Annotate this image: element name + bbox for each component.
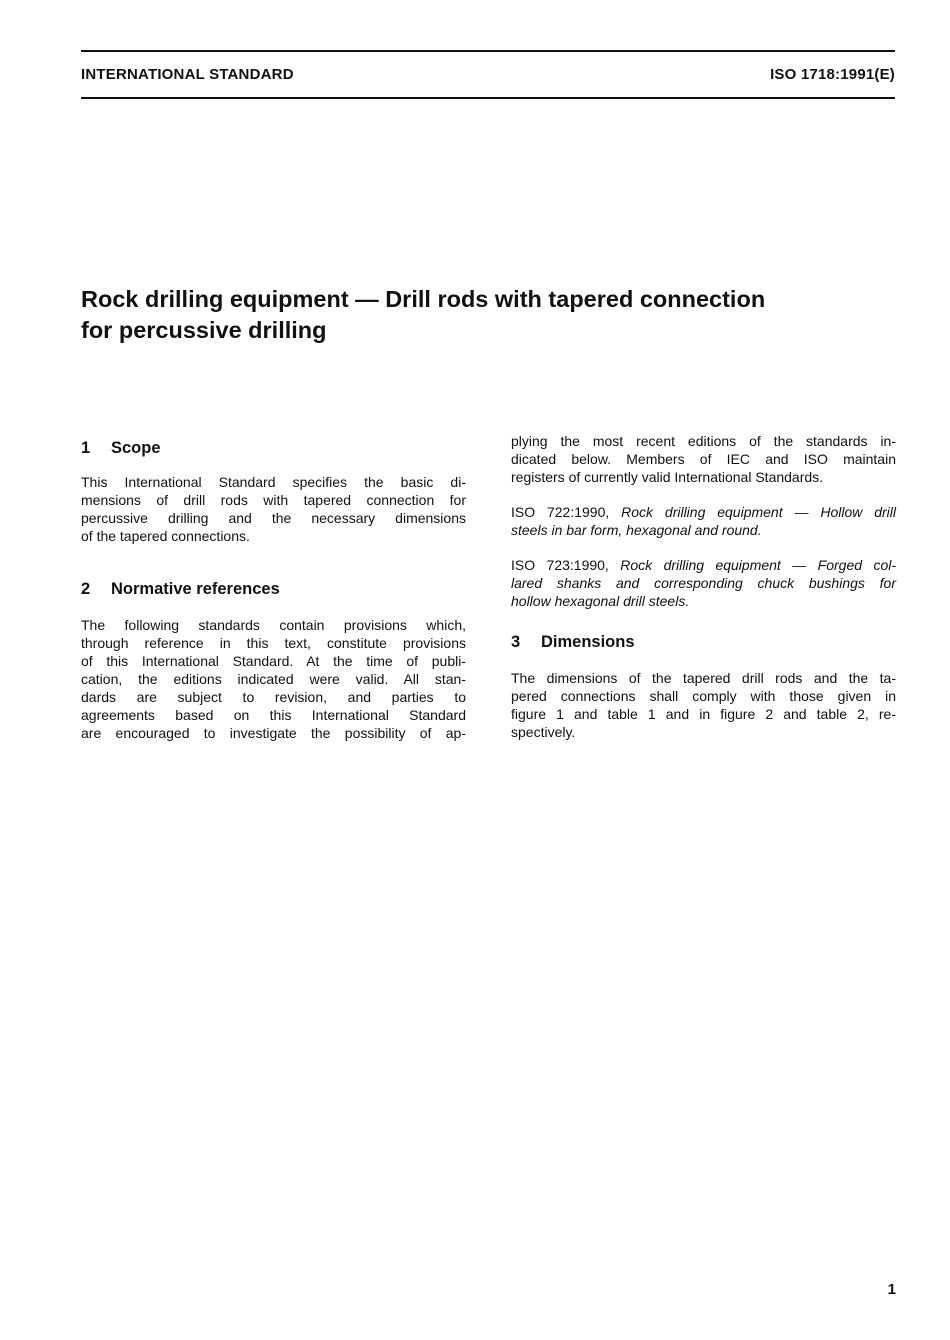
reference-title: steels in bar form, hexagonal and round.	[511, 522, 762, 538]
section-1-number: 1	[81, 439, 91, 457]
scope-line: percussive drilling and the necessary dimensions	[81, 510, 466, 526]
header-document-code: ISO 1718:1991(E)	[770, 66, 895, 83]
section-3-number: 3	[511, 633, 521, 651]
title-line-2: for percussive drilling	[81, 317, 327, 343]
reference-code: ISO 723:1990,	[511, 557, 609, 573]
scope-line: mensions of drill rods with tapered connection for	[81, 492, 466, 508]
normative-continued-line: dicated below. Members of IEC and ISO maintain	[511, 451, 896, 467]
scope-paragraph	[81, 473, 466, 545]
reference-code: ISO 722:1990,	[511, 504, 610, 520]
section-1-title: Scope	[111, 439, 161, 457]
header-document-type: INTERNATIONAL STANDARD	[81, 66, 294, 83]
normative-line: through reference in this text, constitute provisions	[81, 635, 466, 651]
reference-iso-723	[511, 556, 896, 610]
dimensions-line: pered connections shall comply with those given in	[511, 688, 896, 704]
dimensions-line: figure 1 and table 1 and in figure 2 and table 2, re-	[511, 706, 896, 722]
normative-paragraph-continued	[511, 432, 896, 486]
normative-line: of this International Standard. At the time of publi-	[81, 653, 466, 669]
normative-continued-line: registers of currently valid International Standards.	[511, 469, 824, 485]
title-line-1: Rock drilling equipment — Drill rods with tapered connection	[81, 286, 766, 312]
dimensions-paragraph	[511, 669, 896, 741]
section-2-title: Normative references	[111, 580, 280, 598]
header-top-rule	[81, 50, 895, 52]
reference-title: Rock drilling equipment — Forged col-	[620, 557, 896, 573]
normative-line: agreements based on this International Standard	[81, 707, 466, 723]
normative-line: are encouraged to investigate the possibility of ap-	[81, 725, 466, 741]
normative-line: dards are subject to revision, and parties to	[81, 689, 466, 705]
section-2-number: 2	[81, 580, 91, 598]
normative-line: The following standards contain provisions which,	[81, 617, 466, 633]
section-1-heading	[81, 438, 466, 458]
left-column	[81, 432, 466, 742]
normative-line: cation, the editions indicated were valid. All stan-	[81, 671, 466, 687]
reference-title: hollow hexagonal drill steels.	[511, 593, 690, 609]
dimensions-line: The dimensions of the tapered drill rods and the ta-	[511, 670, 896, 686]
section-2-heading	[81, 579, 466, 599]
normative-continued-line: plying the most recent editions of the standards in-	[511, 433, 896, 449]
scope-line: This International Standard specifies the basic di-	[81, 474, 466, 490]
page-number: 1	[887, 1281, 896, 1298]
reference-title: Rock drilling equipment — Hollow drill	[621, 504, 896, 520]
document-title	[81, 284, 881, 346]
reference-iso-722	[511, 503, 896, 539]
section-3-heading	[511, 632, 896, 652]
right-column	[511, 432, 896, 741]
section-3-title: Dimensions	[541, 633, 635, 651]
header-bottom-rule	[81, 97, 895, 99]
normative-paragraph	[81, 616, 466, 742]
scope-line: of the tapered connections.	[81, 528, 250, 544]
reference-title: lared shanks and corresponding chuck bushings for	[511, 575, 896, 591]
dimensions-line: spectively.	[511, 724, 576, 740]
